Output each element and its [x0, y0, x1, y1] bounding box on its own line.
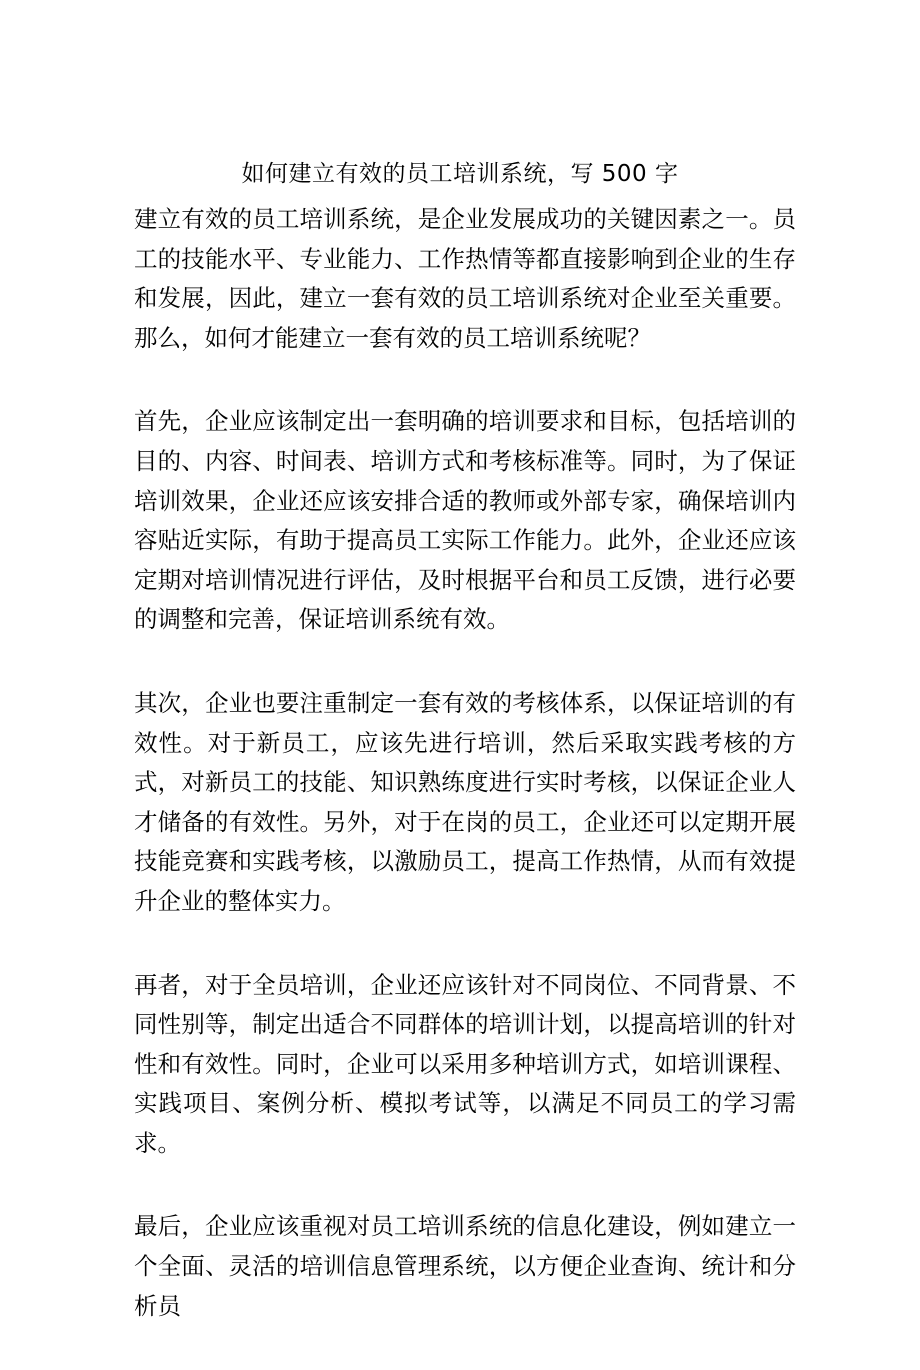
- paragraph-first: 首先，企业应该制定出一套明确的培训要求和目标，包括培训的目的、内容、时间表、培训方式和考核标准等。同时，为了保证培训效果，企业还应该安排合适的教师或外部专家，确保培训内容贴近实际，有助于提高员工实际工作能力。此外，企业还应该定期对培训情况进行评估，及时根据平台和员工反馈，进行必要的调整和完善，保证培训系统有效。: [134, 407, 796, 634]
- paragraph-intro: 建立有效的员工培训系统，是企业发展成功的关键因素之一。员工的技能水平、专业能力、工作热情等都直接影响到企业的生存和发展，因此，建立一套有效的员工培训系统对企业至关重要。那么，如何才能建立一套有效的员工培训系统呢？: [134, 205, 796, 352]
- paragraph-second: 其次，企业也要注重制定一套有效的考核体系，以保证培训的有效性。对于新员工，应该先进行培训，然后采取实践考核的方式，对新员工的技能、知识熟练度进行实时考核，以保证企业人才储备的有效性。另外，对于在岗的员工，企业还可以定期开展技能竞赛和实践考核，以激励员工，提高工作热情，从而有效提升企业的整体实力。: [134, 688, 796, 915]
- document-body: [134, 200, 796, 1370]
- document-title: 如何建立有效的员工培训系统，写 500 字: [241, 161, 679, 187]
- paragraph-last: 最后，企业应该重视对员工培训系统的信息化建设，例如建立一个全面、灵活的培训信息管理系统，以方便企业查询、统计和分析员: [134, 1212, 796, 1320]
- paragraph-third: 再者，对于全员培训，企业还应该针对不同岗位、不同背景、不同性别等，制定出适合不同群体的培训计划，以提高培训的针对性和有效性。同时，企业可以采用多种培训方式，如培训课程、实践项目、案例分析、模拟考试等，以满足不同员工的学习需求。: [134, 970, 796, 1157]
